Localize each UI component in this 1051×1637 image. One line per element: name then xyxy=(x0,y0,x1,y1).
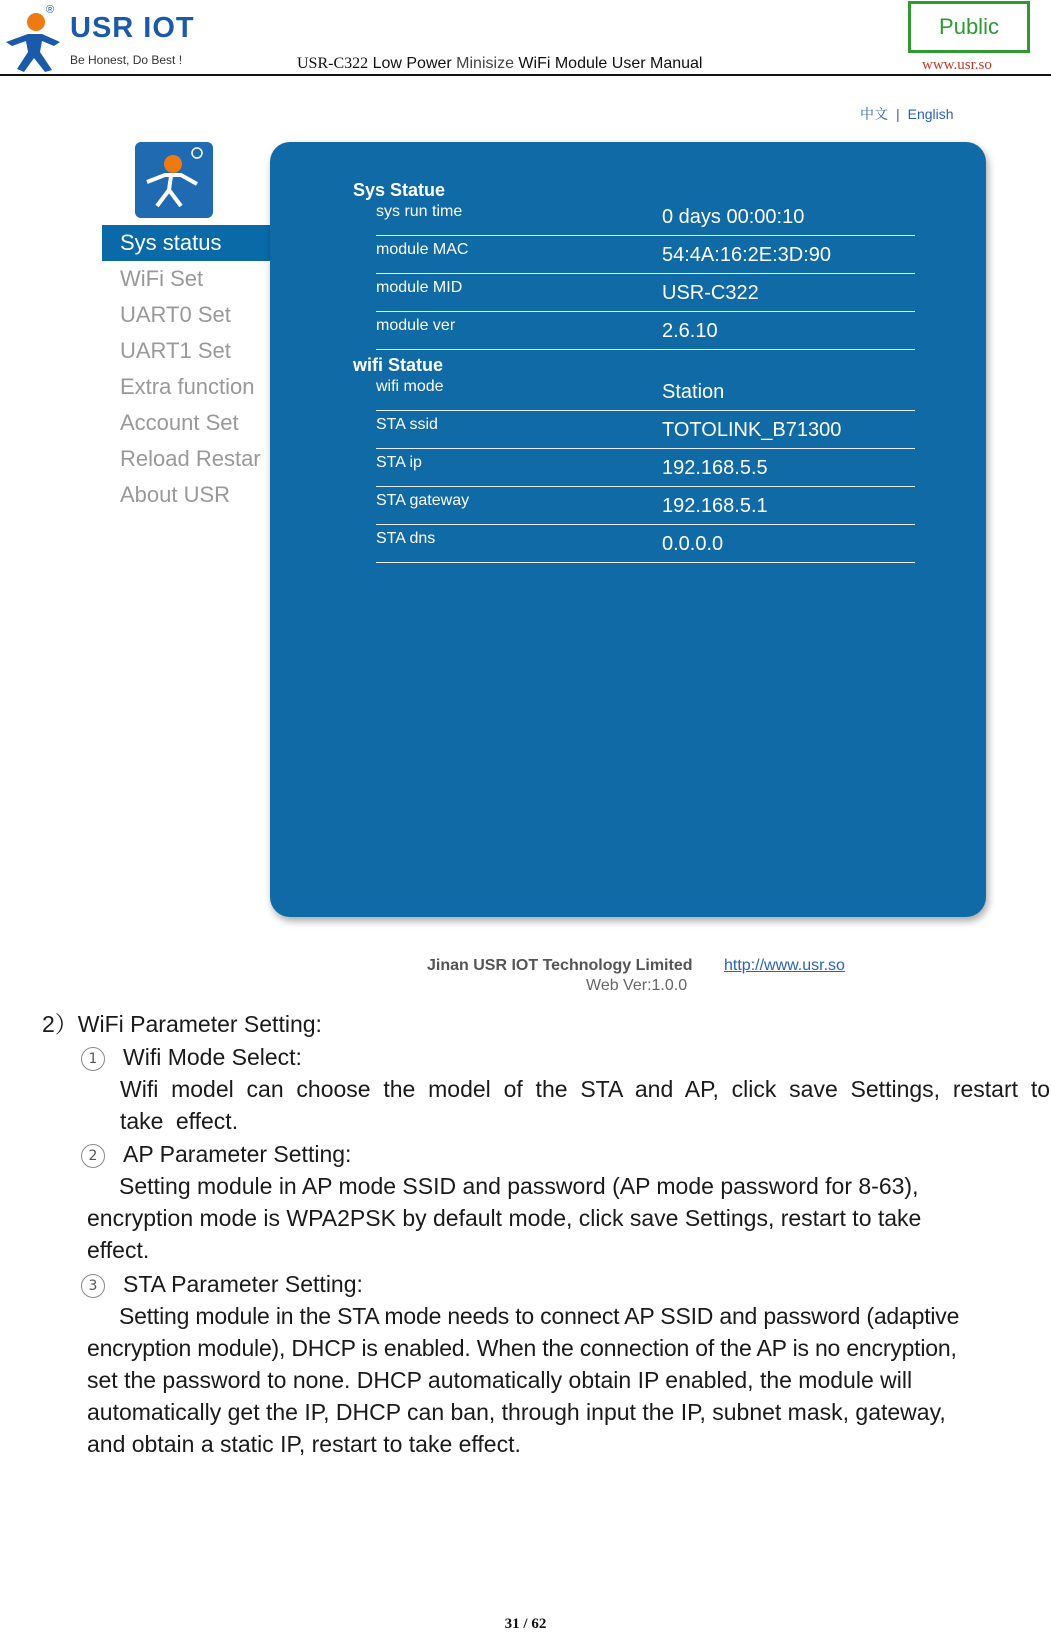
doc-title-part2: Low Power xyxy=(368,55,457,72)
web-ui-footer-company: Jinan USR IOT Technology Limited xyxy=(427,957,693,974)
item2-line3: effect. xyxy=(87,1237,150,1263)
item3-number: 3 xyxy=(81,1274,105,1298)
wifi-status-title: wifi Statue xyxy=(353,355,444,375)
public-badge: Public xyxy=(908,1,1030,53)
sys-status-title: Sys Statue xyxy=(353,180,446,200)
doc-title-model: USR-C322 xyxy=(297,55,369,72)
item3-line3: set the password to none. DHCP automatically obtain IP enabled, the module will xyxy=(87,1367,913,1393)
menu-item-reload-restart[interactable]: Reload Restar xyxy=(120,446,261,471)
lang-english-link[interactable]: English xyxy=(907,106,954,122)
row-value: USR-C322 xyxy=(662,282,759,304)
item3-title: STA Parameter Setting: xyxy=(123,1271,363,1297)
header-divider xyxy=(0,74,1051,76)
menu-item-uart0-set[interactable]: UART0 Set xyxy=(120,302,231,327)
website-url: www.usr.so xyxy=(922,57,992,73)
item3-line5: and obtain a static IP, restart to take effect. xyxy=(87,1431,521,1457)
registered-mark: ® xyxy=(46,4,55,16)
lang-chinese-link[interactable]: 中文 xyxy=(860,106,888,122)
web-ui-footer-link[interactable]: http://www.usr.so xyxy=(724,957,845,974)
row-value: 2.6.10 xyxy=(662,320,718,342)
item2-line1: Setting module in AP mode SSID and password (AP mode password for 8-63), xyxy=(119,1173,919,1199)
page-number: 31 / 62 xyxy=(504,1616,547,1632)
row-label: module MID xyxy=(376,279,463,296)
menu-item-about-usr[interactable]: About USR xyxy=(120,482,231,507)
web-ui-footer-version: Web Ver:1.0.0 xyxy=(586,977,688,994)
status-row-sta-ssid xyxy=(376,410,915,449)
item1-text: Wifi model can choose the model of the STA and AP, click save Settings, restart to take effect. xyxy=(120,1076,1050,1134)
item2-title: AP Parameter Setting: xyxy=(123,1141,352,1167)
row-value: 192.168.5.1 xyxy=(662,495,768,517)
item2-number: 2 xyxy=(81,1144,105,1168)
menu-item-account-set[interactable]: Account Set xyxy=(120,410,239,435)
status-row-version xyxy=(376,311,915,350)
row-label: module MAC xyxy=(376,241,469,258)
runner-logo-icon xyxy=(135,142,213,218)
usr-iot-logo-figure-icon xyxy=(2,8,66,74)
status-row-mac xyxy=(376,235,915,274)
row-label: STA dns xyxy=(376,530,436,547)
section-heading xyxy=(42,1008,322,1040)
menu-item-sys-status[interactable]: Sys status xyxy=(102,225,270,261)
status-row-mid xyxy=(376,273,915,312)
doc-title-part4: WiFi Module User Manual xyxy=(513,55,703,72)
brand-slogan: Be Honest, Do Best ! xyxy=(70,53,183,67)
page-header xyxy=(0,0,1051,80)
status-row-sta-dns xyxy=(376,524,915,563)
status-row-sta-ip xyxy=(376,448,915,487)
status-row-sta-gateway xyxy=(376,486,915,525)
menu-item-extra-function[interactable]: Extra function xyxy=(120,374,255,399)
section-number: 2） xyxy=(42,1011,78,1037)
row-label: STA ip xyxy=(376,454,422,471)
row-label: STA gateway xyxy=(376,492,470,509)
row-label: module ver xyxy=(376,317,456,334)
row-value: 54:4A:16:2E:3D:90 xyxy=(662,244,832,266)
item1-heading xyxy=(81,1041,302,1073)
item3-line2: encryption module), DHCP is enabled. When the connection of the AP is no encryption, xyxy=(87,1335,957,1361)
row-value: Station xyxy=(662,381,725,403)
language-switch xyxy=(860,104,954,124)
brand-name: USR IOT xyxy=(70,12,195,44)
status-panel xyxy=(270,142,986,917)
document-title xyxy=(297,55,702,73)
row-value: 0 days 00:00:10 xyxy=(662,206,805,228)
row-value: 0.0.0.0 xyxy=(662,533,724,555)
item2-line2: encryption mode is WPA2PSK by default mode, click save Settings, restart to take xyxy=(87,1205,922,1231)
lang-separator: | xyxy=(896,106,900,122)
item3-line4: automatically get the IP, DHCP can ban, through input the IP, subnet mask, gateway, xyxy=(87,1399,946,1425)
item3-heading xyxy=(81,1268,363,1300)
item3-line1: Setting module in the STA mode needs to connect AP SSID and password (adaptive xyxy=(119,1303,960,1329)
row-label: STA ssid xyxy=(376,416,438,433)
item1-title: Wifi Mode Select: xyxy=(123,1044,302,1070)
doc-title-part3: Minisize xyxy=(456,55,514,72)
row-value: 192.168.5.5 xyxy=(662,457,768,479)
row-label: sys run time xyxy=(376,203,463,220)
menu-item-wifi-set[interactable]: WiFi Set xyxy=(120,266,204,291)
status-row-wifi-mode xyxy=(376,372,915,411)
item1-number: 1 xyxy=(81,1047,105,1071)
menu-item-uart1-set[interactable]: UART1 Set xyxy=(120,338,231,363)
row-label: wifi mode xyxy=(376,378,444,395)
web-ui-sidebar-menu xyxy=(102,225,270,513)
item2-heading xyxy=(81,1138,351,1170)
web-ui-logo xyxy=(135,142,213,218)
row-value: TOTOLINK_B71300 xyxy=(662,419,842,441)
section-title: WiFi Parameter Setting: xyxy=(77,1011,322,1037)
status-row-run-time xyxy=(376,197,915,236)
